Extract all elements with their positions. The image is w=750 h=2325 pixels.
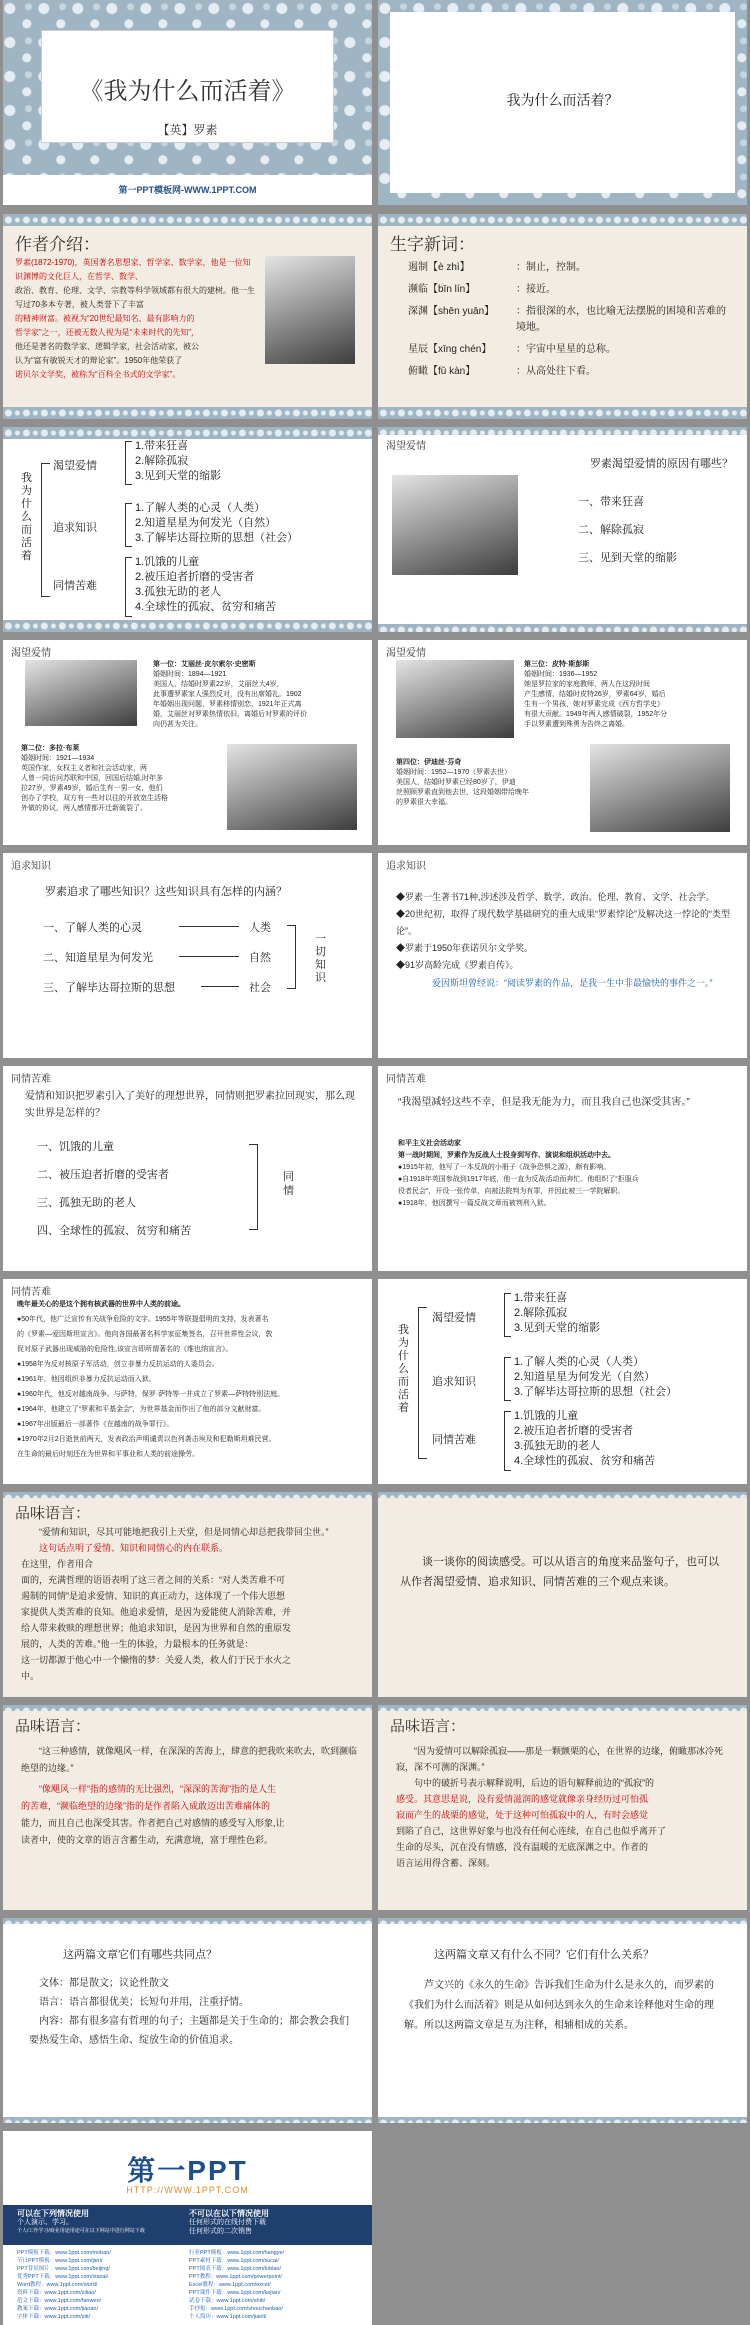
all-knowledge-label: 一切知识: [315, 933, 326, 984]
antiwar-title: 和平主义社会活动家: [398, 1140, 461, 1147]
later-line: ●50年代，他广泛宣传有关战争危险的文字。1955年等联提倡明的支持，发表著名: [17, 1316, 269, 1323]
language-line: 读者中，使的文章的语言含蓄生动，充满意境，富于理性色彩。: [21, 1835, 274, 1845]
language-line: 寂而产生的战栗的感觉，处于这种可怕孤寂中的人，有时会感觉: [396, 1810, 649, 1820]
wife2-line: 拉27岁，罗素49岁，婚后生有一男一女，他们: [21, 785, 163, 792]
knowledge-facts: [396, 889, 736, 990]
language-line: 能力，而且自己也深受其害。作者把自己对感情的感受写入形象,让: [21, 1818, 285, 1828]
language-line: 到陷了自己，这世界好象与也没有任何心连续，在自己也似乎离开了: [396, 1826, 667, 1836]
love-item: 3.见到天堂的缩影: [514, 1322, 601, 1334]
compassion-item: 3.孤独无助的老人: [514, 1440, 601, 1452]
title-footer-bar: [3, 175, 372, 205]
vocab-row: 深渊【shēn yuān】 ：指很深的水，也比喻无法摆脱的困境和苦难的境地。: [408, 306, 726, 333]
bio-line: 政治、教育、伦理、文学、宗教等科学领域都有很大的建树。他一生写过70多本专著，被人类誉下了丰富: [15, 286, 255, 309]
top-band: [3, 214, 372, 226]
knowledge-brace: [125, 503, 132, 547]
knowledge-category: 社会: [249, 982, 271, 994]
section-tag: 渴望爱情: [386, 441, 426, 452]
later-line: ●1964年，他建立了“罗素和平基金会”，为世界基金而作出了他的部分文献财富。: [17, 1406, 266, 1413]
wife3-name: 第三位：皮特·斯彭斯: [524, 661, 590, 668]
wife4-photo: [590, 744, 730, 832]
knowledge-item: 1.了解人类的心灵（人类）: [514, 1356, 645, 1368]
wife2-line: 外做的协议，两人感情都开迁新破裂了。: [21, 805, 147, 812]
bio-line: 认为“富有敏锐天才的辩论家”。1950年他荣获了: [15, 356, 183, 365]
slide-mindmap[interactable]: [3, 427, 372, 632]
question-title: 我为什么而活着？: [506, 92, 619, 108]
language-highlight: 这句话点明了爱情、知识和同情心的内在联系。: [39, 1543, 229, 1553]
differences-question: 这两篇文章又有什么不同？它们有什么关系？: [434, 1949, 654, 1961]
site-link[interactable]: Word教程：www.1ppt.com/word/: [17, 2282, 98, 2288]
mindmap-root: 我为什么而活着: [398, 1324, 409, 1414]
fact-item: ◆91岁高龄完成《罗素自传》。: [396, 960, 519, 970]
language-line: 生命的尽头，沉在没有情感，没有温暖的无底深渊之中。作者的: [396, 1842, 649, 1852]
russell-quote: “我渴望减轻这些不幸，但是我无能为力，而且我自己也深受其害。”: [398, 1097, 690, 1108]
group-knowledge: 追求知识: [53, 522, 97, 534]
knowledge-item: 2.知道星星为何发光（自然）: [514, 1371, 656, 1383]
knowledge-category: 自然: [249, 952, 271, 964]
group-love: 渴望爱情: [432, 1312, 476, 1324]
language-line: 语言运用得含蓄、深刻。: [396, 1858, 496, 1868]
love-item: 1.带来狂喜: [135, 440, 189, 452]
title-card: [41, 30, 334, 143]
section-tag: 同情苦难: [386, 1074, 426, 1085]
compassion-item: 1.饥饿的儿童: [514, 1410, 579, 1422]
wife1-line: 婚，艾丽丝对罗素热情依旧，离婚后对罗素的评价: [153, 711, 307, 718]
site-link[interactable]: 资料下载：www.1ppt.com/ziliao/: [17, 2290, 96, 2296]
wife4-line: 美国人，结婚时罗素已经80岁了，伊迪: [396, 779, 516, 786]
knowledge-item: 3.了解毕达哥拉斯的思想（社会）: [135, 532, 299, 544]
antiwar-line: ●1918年，他因撰写一篇反战文章而被判刑入狱。: [398, 1200, 551, 1207]
einstein-quote: 爱因斯坦曾经说：“阅读罗素的作品，是我一生中非最愉快的事件之一。”: [432, 978, 713, 988]
language-line: 中。: [21, 1671, 40, 1681]
link-list-left: [17, 2249, 187, 2321]
language-line: 的苦难，“濒临绝望的边缘”指的是作者陷入成敢迈出苦难痛体的: [21, 1801, 270, 1811]
author-label: 作者介绍：: [15, 235, 100, 254]
slide-title[interactable]: [3, 0, 372, 205]
language-line: 面的，充满哲理的语语表明了这三者之间的关系：“对人类苦难不可: [21, 1575, 285, 1585]
bottom-band: [378, 624, 747, 632]
wife1-line: 婚姻时间：1894—1921: [153, 671, 227, 678]
top-band: [3, 1492, 372, 1498]
wife1-line: 此事遭罗素家人强烈反对，没有出席婚礼。1902: [153, 691, 302, 698]
bio-line: 的精神财富。被视为“20世纪最知名、最有影响力的: [15, 314, 195, 323]
link-list-right: [189, 2249, 364, 2321]
slide-reflection[interactable]: [378, 1492, 747, 1697]
root-brace: [418, 1307, 427, 1459]
wife3-line: 产生感情，结婚时皮特26岁，罗素64岁，婚后: [524, 691, 666, 698]
language-label: 品味语言：: [15, 1718, 91, 1735]
love-answer: 二、解除孤寂: [578, 524, 644, 536]
wife3-line: 婚姻时间：1936—1952: [524, 671, 598, 678]
deck-title: 《我为什么而活着》: [79, 77, 296, 105]
wife2-line: 婚姻时间：1921—1934: [21, 755, 95, 762]
later-years-heading: 晚年最关心的是这个拥有核武器的世界中人类的前途。: [17, 1301, 185, 1308]
top-band: [3, 1918, 372, 1924]
compassion-item: 3.孤独无助的老人: [135, 586, 222, 598]
wife1-line: 向仍甚为关注。: [153, 721, 202, 728]
language-label: 品味语言：: [390, 1718, 466, 1735]
slide-language-2[interactable]: [3, 1705, 372, 1910]
wife3-line: 她是罗拉家的家庭教师，两人在这段时间: [524, 681, 650, 688]
bottom-band: [378, 2117, 747, 2123]
language-label: 品味语言：: [15, 1505, 91, 1522]
language-quote: “爱情和知识，尽其可能地把我引上天堂，但是同情心却总把我带回尘世。”: [39, 1527, 329, 1537]
section-tag: 追求知识: [386, 861, 426, 872]
group-compassion: 同情苦难: [53, 580, 97, 592]
later-line: 的《罗素—爱因斯坦宣言》。他向各国最著名科学家征集签名，召开世界性会议，敦: [17, 1331, 273, 1338]
arrow-line: [179, 956, 239, 957]
arrow-line: [201, 986, 239, 987]
allowed-block: [17, 2209, 177, 2236]
fact-item: ◆20世纪初，取得了现代数学基础研究的重大成果“罗素悖论”及解决这一悖论的“类型论”。: [396, 909, 731, 936]
section-tag: 同情苦难: [11, 1287, 51, 1298]
compassion-brace: [125, 557, 132, 617]
love-brace: [125, 441, 132, 485]
wife2-photo: [227, 744, 357, 830]
similarities-list: [29, 1974, 355, 2050]
language-line: “像飓风一样”指的感情的无比强烈，“深深的苦海”指的是人生: [39, 1784, 276, 1794]
site-link[interactable]: 个人简历：www.1ppt.com/jianli/: [189, 2314, 267, 2320]
brand-logo: 第一PPT: [127, 2155, 248, 2186]
license-bar: [3, 2205, 372, 2245]
antiwar-subtitle: 第一战时期间，罗素作为反战人士投身到写作、演说和组织活动中去。: [398, 1152, 615, 1159]
site-link[interactable]: PPT背景图片：www.1ppt.com/beijing/: [17, 2266, 110, 2272]
forbidden-block: [189, 2209, 359, 2236]
language-line: 句中的破折号表示解释说明，后边的语句解释前边的“孤寂”的: [414, 1778, 654, 1788]
compassion-label: 同情: [283, 1171, 294, 1197]
site-link[interactable]: 行业PPT模板：www.1ppt.com/hangye/: [189, 2250, 285, 2256]
site-link[interactable]: 手抄报：www.1ppt.com/shouchaobao/: [189, 2306, 283, 2312]
bio-line: 罗素(1872-1970)，英国著名思想家、哲学家、数学家，他是一位知识渊博的文化巨人，在哲学、数学、: [15, 258, 251, 281]
forbidden-line: 任何形式的在线付费下载: [189, 2219, 266, 2226]
antiwar-line: ●1915年初，他写了一本反战的小册子《战争恐惧之源》，颇有影响。: [398, 1164, 611, 1171]
slide-knowledge-facts[interactable]: [378, 853, 747, 1058]
site-link[interactable]: 优秀PPT下载：www.1ppt.com/xiazai/: [17, 2274, 109, 2280]
wife1-name: 第一位：艾丽丝·皮尔索尔·史密斯: [153, 661, 256, 668]
wife4-block: [396, 758, 592, 808]
later-line: ●1961年，他因组织非暴力反抗运动而入狱。: [17, 1376, 156, 1383]
wife4-name: 第四位：伊迪丝·芬奇: [396, 759, 462, 766]
category-brace: [287, 925, 296, 989]
wife3-line: 生有一个男孩，她对罗素完成《西方哲学史》: [524, 701, 664, 708]
section-tag: 渴望爱情: [386, 648, 426, 659]
knowledge-brace: [504, 1357, 511, 1401]
allowed-heading: 可以在下列情况使用: [17, 2209, 89, 2218]
love-item: 1.带来狂喜: [514, 1292, 568, 1304]
knowledge-question: 罗素追求了哪些知识？这些知识具有怎样的内涵？: [45, 886, 287, 898]
wife2-line: 创办了学校，双方有一些对以往的开放宽生活格: [21, 795, 168, 802]
site-link[interactable]: 字体下载：www.1ppt.com/ziti/: [17, 2314, 91, 2320]
slide-mindmap-2[interactable]: [378, 1279, 747, 1484]
slide-vocab[interactable]: [378, 214, 747, 419]
later-line: ●1960年代，他反对越南战争。与萨特，保罗·萨特等一并成立了罗素—萨特特别法庭。: [17, 1391, 285, 1398]
compassion-item: 4.全球性的孤寂、贫穷和痛苦: [135, 601, 277, 613]
slide-wives-1[interactable]: [3, 640, 372, 845]
site-link[interactable]: 试卷下载：www.1ppt.com/shiti/: [189, 2298, 266, 2304]
bio-line: 诺贝尔文学奖，被称为“百科全书式的文学家”。: [15, 370, 181, 379]
suffering-item: 四、全球性的孤寂、贫穷和痛苦: [37, 1225, 191, 1237]
compassion-brace: [504, 1411, 511, 1471]
section-tag: 同情苦难: [11, 1074, 51, 1085]
bottom-band: [3, 407, 372, 419]
slide-compassion-map[interactable]: [3, 1066, 372, 1271]
site-link[interactable]: PPT教程：www.1ppt.com/powerpoint/: [189, 2274, 282, 2280]
compassion-item: 2.被压迫者折磨的受害者: [514, 1425, 634, 1437]
later-line: 在生命的最后时刻还在为世界和平事业和人类的前途操劳。: [17, 1451, 199, 1458]
antiwar-block: [398, 1138, 738, 1210]
site-link[interactable]: 范文下载：www.1ppt.com/fanwen/: [17, 2298, 102, 2304]
language-text: [396, 1743, 736, 1871]
russell-portrait: [265, 256, 355, 364]
site-link[interactable]: PPT模板下载：www.1ppt.com/moban/: [17, 2250, 111, 2256]
wife4-line: 丝照顾罗素直到他去世，这段婚姻带给晚年: [396, 789, 529, 796]
allowed-line: 个人演示、学习。: [17, 2219, 73, 2226]
slide-question-title[interactable]: [378, 0, 747, 205]
love-answer: 三、见到天堂的缩影: [578, 552, 677, 564]
language-line: 给人带来救赎的理想世界；他追求知识，是因为世界和自然的重原发: [21, 1623, 292, 1633]
russell-photo: [392, 475, 518, 575]
differences-text: 芦文兴的《永久的生命》告诉我们生命为什么是永久的，而罗素的《我们为什么而活着》则是从如何达到永久的生命来诠释他对生命的理解。所以这两篇文章是互为注释，相辅相成的关系。: [404, 1980, 714, 2031]
similarity-item: 语言：语言都很优美；长短句并用，注重抒情。: [39, 1997, 249, 2008]
fact-item: ◆罗素于1950年获诺贝尔文学奖。: [396, 943, 534, 953]
section-tag: 追求知识: [11, 861, 51, 872]
wife4-line: 婚姻时间：1952—1970（罗素去世）: [396, 769, 512, 776]
wife3-line: 手以罗素遭到殊勇为告终之离婚。: [524, 721, 629, 728]
slide-knowledge-map[interactable]: [3, 853, 372, 1058]
love-item: 3.见到天堂的缩影: [135, 470, 222, 482]
wife3-block: [524, 660, 740, 730]
wife3-photo: [396, 660, 514, 738]
slide-language-3[interactable]: [378, 1705, 747, 1910]
wife2-line: 人曾一同访问苏联和中国，回国后结婚,时年多: [21, 775, 163, 782]
slide-differences[interactable]: [378, 1918, 747, 2123]
slide-credits[interactable]: [3, 2131, 372, 2325]
top-band: [3, 1705, 372, 1711]
later-line: ●1970年2月2日逝世前两天，发表政治声明谴责以色列袭击埃及和犯勒斯坦难民营。: [17, 1436, 276, 1443]
antiwar-line: 役者民会”，开设一张传单，向被法院判为有罪，并因此被三一学院解职。: [398, 1188, 625, 1195]
slide-later-years[interactable]: [3, 1279, 372, 1484]
later-line: ●1958年为反对核原子军活动，创立非暴力反抗运动的人委员会。: [17, 1361, 219, 1368]
wife2-name: 第二位：多拉·布莱: [21, 745, 80, 752]
bottom-band: [3, 620, 372, 632]
vocab-row: 星辰【xīng chén】 ：宇宙中星星的总称。: [408, 344, 616, 355]
wife3-line: 有很大贡献。1949年两人感情破裂，1952年分: [524, 711, 668, 718]
similarity-item: 内容：都有很多富有哲理的句子；主题都是关于生命的；都会教会我们要热爱生命、感悟生命、绽放生命的价值追求。: [29, 2016, 349, 2046]
knowledge-item: 2.知道星星为何发光（自然）: [135, 517, 277, 529]
bottom-band: [378, 407, 747, 419]
slide-author-intro[interactable]: [3, 214, 372, 419]
love-question: 罗素渴望爱情的原因有哪些？: [590, 458, 733, 470]
love-brace: [504, 1293, 511, 1337]
knowledge-row: 一、了解人类的心灵: [43, 922, 142, 934]
language-text: [21, 1743, 361, 1849]
slide-similarities[interactable]: [3, 1918, 372, 2123]
root-brace: [41, 463, 50, 597]
later-line: 促对原子武器出现威胁的危险性,该宣言即所谓著名的《维也纳宣言》。: [17, 1346, 233, 1353]
top-band: [378, 1492, 747, 1498]
wife2-block: [21, 744, 217, 814]
wife1-line: 年婚姻出现问题，罗素移情别恋，1921年正式离: [153, 701, 302, 708]
language-quote: “这三种感情，就像飓风一样，在深深的苦海上，肆意的把我吹来吹去，吹到濒临绝望的边缘。”: [21, 1746, 357, 1773]
compassion-question: 爱情和知识把罗素引入了美好的理想世界，同情则把罗素拉回现实，那么现实世界是怎样的？: [25, 1091, 355, 1119]
deck-author: 【英】罗素: [157, 123, 218, 137]
top-band: [378, 1705, 747, 1711]
fact-item: ◆罗素一生著书71种,涉述涉及哲学、数学、政治、伦理、教育、文学、社会学。: [396, 892, 715, 902]
suffering-item: 三、孤独无助的老人: [37, 1197, 136, 1209]
group-knowledge: 追求知识: [432, 1376, 476, 1388]
footer-site: 第一PPT模板网-WWW.1PPT.COM: [118, 185, 257, 195]
allowed-line: 个人/工作学习/商业用途用途可在以下网站中进行网站下载: [17, 2228, 145, 2234]
antiwar-line: ●自1918年英国参战到1917年底，他一直为反战活动而奔忙。他组织了“拒服兵: [398, 1176, 639, 1183]
site-link[interactable]: 节日PPT模板：www.1ppt.com/jieri/: [17, 2258, 103, 2264]
mindmap-root: 我为什么而活着: [21, 472, 32, 562]
wife1-line: 美国人，结婚时罗素22岁，艾丽丝大4岁，: [153, 681, 284, 688]
bio-line: 哲学家”之一，还被无数人视为是“未来时代的先知”，: [15, 328, 199, 337]
knowledge-category: 人类: [249, 922, 271, 934]
brand-url: HTTP://WWW.1PPT.COM: [126, 2185, 249, 2195]
top-band: [378, 214, 747, 226]
wife1-block: [153, 660, 363, 730]
vocab-row: 俯瞰【fǔ kàn】 ：从高处往下看。: [408, 366, 596, 377]
site-link[interactable]: PPT课件下载：www.1ppt.com/kejian/: [189, 2290, 281, 2296]
knowledge-row: 二、知道星星为何发光: [43, 952, 153, 964]
language-line: 这一切都源于他心中一个懒惰的梦：关爱人类，救人们于民于水火之: [21, 1655, 292, 1665]
slide-antiwar[interactable]: [378, 1066, 747, 1271]
slide-wives-2[interactable]: [378, 640, 747, 845]
compassion-item: 4.全球性的孤寂、贫穷和痛苦: [514, 1455, 656, 1467]
forbidden-heading: 不可以在以下情况使用: [189, 2209, 269, 2218]
slide-language-1[interactable]: [3, 1492, 372, 1697]
knowledge-item: 3.了解毕达哥拉斯的思想（社会）: [514, 1386, 678, 1398]
bio-line: 他还是著名的数学家、逻辑学家，社会活动家，被公: [15, 342, 199, 351]
later-years-block: [17, 1297, 362, 1462]
suffering-brace: [249, 1144, 258, 1230]
language-text: [21, 1524, 361, 1684]
site-link[interactable]: 教案下载：www.1ppt.com/jiaoan/: [17, 2306, 98, 2312]
compassion-item: 2.被压迫者折磨的受害者: [135, 571, 255, 583]
bottom-band: [3, 2117, 372, 2123]
love-item: 2.解除孤寂: [514, 1307, 568, 1319]
group-love: 渴望爱情: [53, 460, 97, 472]
compassion-item: 1.饥饿的儿童: [135, 556, 200, 568]
language-quote: “因为爱情可以解除孤寂——那是一颗颤栗的心，在世界的边缘，俯瞰那冰冷死寂，深不可测的深渊。”: [396, 1746, 723, 1772]
later-line: ●1967年出版最后一部著作《在越南的战争罪行》。: [17, 1421, 174, 1428]
question-card: [390, 12, 735, 193]
knowledge-row: 三、了解毕达哥拉斯的思想: [43, 982, 175, 994]
vocab-row: 遏制【è zhì】 ：制止，控制。: [408, 262, 586, 273]
similarities-question: 这两篇文章它们有哪些共同点？: [63, 1949, 217, 1961]
reflection-prompt: 谈一谈你的阅读感受。可以从语言的角度来品鉴句子，也可以从作者渴望爱情、追求知识、同情苦难的三个观点来谈。: [400, 1556, 719, 1588]
site-link[interactable]: PPT素材下载：www.1ppt.com/sucai/: [189, 2258, 279, 2264]
slide-love-reasons[interactable]: [378, 427, 747, 632]
group-compassion: 同情苦难: [432, 1434, 476, 1446]
wife2-line: 英国作家，女权主义者和社会活动家，两: [21, 765, 147, 772]
love-answer: 一、带来狂喜: [578, 496, 644, 508]
language-line: 在这里，作者用合: [21, 1559, 94, 1569]
section-tag: 渴望爱情: [11, 648, 51, 659]
language-line: 遏制的同情”是追求爱情、知识的真正动力，这体现了一个伟大思想: [21, 1591, 285, 1601]
suffering-item: 二、被压迫者折磨的受害者: [37, 1169, 169, 1181]
vocab-list: [408, 260, 728, 386]
language-line: 家提供人类苦难的良知。他追求爱情，是因为爱能使人消除苦难，并: [21, 1607, 292, 1617]
author-bio: [15, 256, 257, 382]
site-link[interactable]: Excel教程：www.1ppt.com/excel/: [189, 2282, 271, 2288]
wife1-photo: [25, 660, 137, 726]
language-line: 展的，人类的苦难。”他一生的体验，力最根本的任务就是：: [21, 1639, 254, 1649]
forbidden-line: 任何形式的二次销售: [189, 2228, 252, 2235]
suffering-item: 一、饥饿的儿童: [37, 1141, 114, 1153]
top-band: [378, 427, 747, 435]
language-line: 感受。其意思是说，没有爱情滋润的感觉就像亲身经历过可怕孤: [396, 1794, 649, 1804]
arrow-line: [179, 926, 239, 927]
love-item: 2.解除孤寂: [135, 455, 189, 467]
similarity-item: 文体：都是散文；议论性散文: [39, 1978, 169, 1989]
vocab-label: 生字新词：: [390, 235, 475, 254]
wife4-line: 的罗素很大幸福。: [396, 799, 452, 806]
site-link[interactable]: PPT图表下载：www.1ppt.com/tubiao/: [189, 2266, 282, 2272]
vocab-row: 濒临【bīn lín】 ：接近。: [408, 284, 556, 295]
knowledge-item: 1.了解人类的心灵（人类）: [135, 502, 266, 514]
top-band: [378, 1918, 747, 1924]
